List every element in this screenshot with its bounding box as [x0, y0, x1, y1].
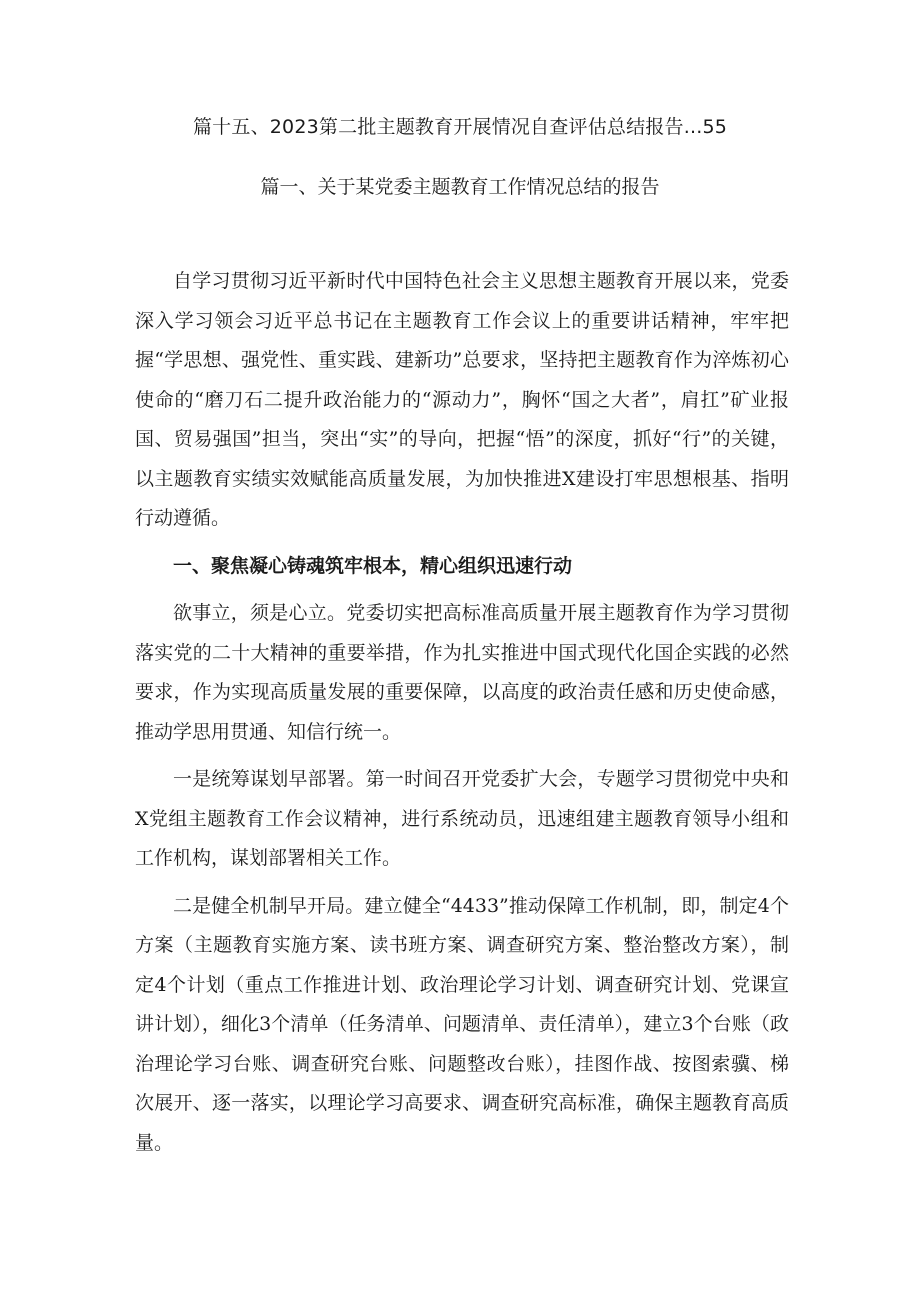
- document-body: [135, 262, 789, 1171]
- section-paragraph: 欲事立，须是心立。党委切实把高标准高质量开展主题教育作为学习贯彻落实党的二十大精神的重要举措，作为扎实推进中国式现代化国企实践的必然要求，作为实现高质量发展的重要保障，以高度的政治责任感和历史使命感，推动学思用贯通、知信行统一。: [135, 602, 789, 743]
- section-paragraph: 二是健全机制早开局。建立健全“4433”推动保障工作机制，即，制定4个方案（主题教育实施方案、读书班方案、调查研究方案、整治整改方案），制定4个计划（重点工作推进计划、政治理论学习计划、调查研究计划、党课宣讲计划），细化3个清单（任务清单、问题清单、责任清单），建立3个台账（政治理论学习台账、调查研究台账、问题整改台账），挂图作战、按图索骥、梯次展开、逐一落实，以理论学习高要求、调查研究高标准，确保主题教育高质量。: [135, 894, 789, 1154]
- section-paragraph: 一是统筹谋划早部署。第一时间召开党委扩大会，专题学习贯彻党中央和X党组主题教育工作会议精神，进行系统动员，迅速组建主题教育领导小组和工作机构，谋划部署相关工作。: [135, 768, 789, 869]
- document-title: 篇一、关于某党委主题教育工作情况总结的报告: [260, 176, 660, 198]
- toc-entry: 篇十五、2023第二批主题教育开展情况自查评估总结报告...55: [192, 116, 728, 138]
- section-heading: 一、聚焦凝心铸魂筑牢根本，精心组织迅速行动: [173, 554, 573, 577]
- intro-paragraph: 自学习贯彻习近平新时代中国特色社会主义思想主题教育开展以来，党委深入学习领会习近平总书记在主题教育工作会议上的重要讲话精神，牢牢把握“学思想、强党性、重实践、建新功”总要求，坚持把主题教育作为淬炼初心使命的“磨刀石二提升政治能力的“源动力”，胸怀“国之大者”，肩扛”矿业报国、贸易强国”担当，突出“实”的导向，把握“悟”的深度，抓好“行”的关键，以主题教育实绩实效赋能高质量发展，为加快推进X建设打牢思想根基、指明行动遵循。: [135, 270, 789, 529]
